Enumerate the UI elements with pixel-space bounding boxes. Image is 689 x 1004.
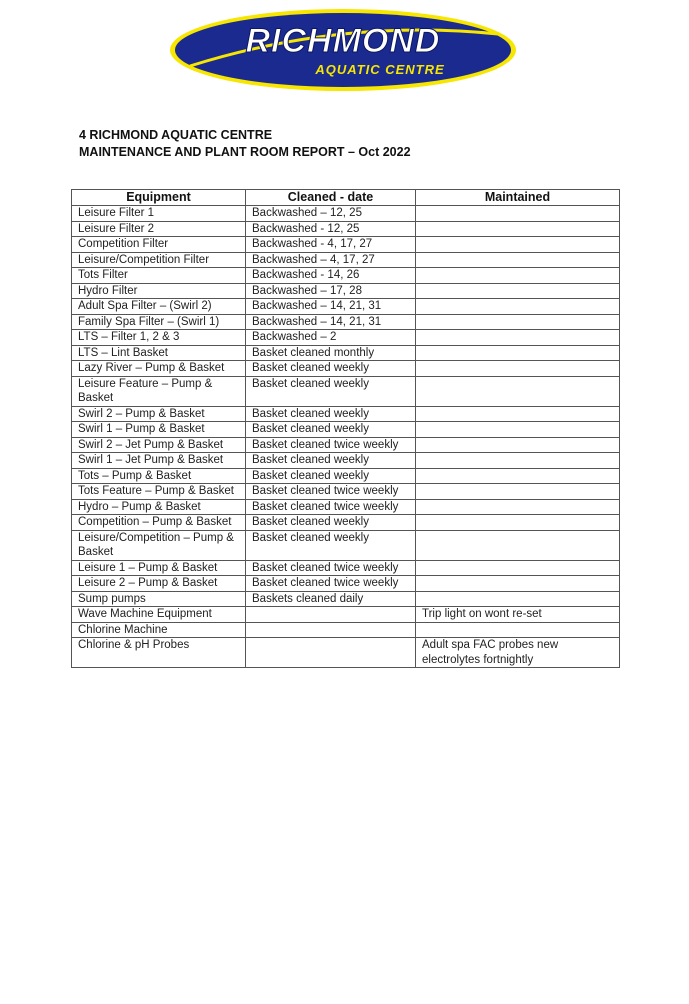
cell-maintained bbox=[416, 361, 620, 377]
cell-cleaned: Backwashed – 14, 21, 31 bbox=[246, 299, 416, 315]
logo-subtitle: AQUATIC CENTRE bbox=[315, 62, 445, 77]
cell-equipment: Leisure/Competition Filter bbox=[72, 252, 246, 268]
table-row bbox=[72, 484, 620, 500]
cell-cleaned: Backwashed – 17, 28 bbox=[246, 283, 416, 299]
cell-cleaned: Basket cleaned twice weekly bbox=[246, 437, 416, 453]
cell-maintained bbox=[416, 330, 620, 346]
table-row bbox=[72, 206, 620, 222]
cell-cleaned: Basket cleaned weekly bbox=[246, 376, 416, 406]
cell-cleaned bbox=[246, 638, 416, 668]
cell-equipment: Chlorine & pH Probes bbox=[72, 638, 246, 668]
cell-maintained: Trip light on wont re-set bbox=[416, 607, 620, 623]
cell-maintained bbox=[416, 237, 620, 253]
cell-equipment: Leisure Filter 2 bbox=[72, 221, 246, 237]
cell-maintained bbox=[416, 268, 620, 284]
table-row bbox=[72, 453, 620, 469]
cell-cleaned: Backwashed - 12, 25 bbox=[246, 221, 416, 237]
cell-cleaned: Basket cleaned twice weekly bbox=[246, 560, 416, 576]
cell-maintained bbox=[416, 591, 620, 607]
cell-equipment: Leisure Filter 1 bbox=[72, 206, 246, 222]
table-row bbox=[72, 361, 620, 377]
cell-equipment: Swirl 2 – Pump & Basket bbox=[72, 406, 246, 422]
cell-cleaned: Basket cleaned weekly bbox=[246, 406, 416, 422]
cell-cleaned: Basket cleaned monthly bbox=[246, 345, 416, 361]
table-row bbox=[72, 515, 620, 531]
cell-equipment: Chlorine Machine bbox=[72, 622, 246, 638]
cell-cleaned: Backwashed - 4, 17, 27 bbox=[246, 237, 416, 253]
cell-cleaned bbox=[246, 607, 416, 623]
table-row bbox=[72, 437, 620, 453]
cell-equipment: Leisure Feature – Pump & Basket bbox=[72, 376, 246, 406]
cell-equipment: Swirl 2 – Jet Pump & Basket bbox=[72, 437, 246, 453]
table-row bbox=[72, 406, 620, 422]
cell-cleaned: Backwashed – 14, 21, 31 bbox=[246, 314, 416, 330]
cell-maintained bbox=[416, 622, 620, 638]
cell-maintained bbox=[416, 314, 620, 330]
table-row bbox=[72, 638, 620, 668]
maintenance-table bbox=[71, 189, 620, 668]
cell-equipment: Swirl 1 – Pump & Basket bbox=[72, 422, 246, 438]
cell-equipment: Competition Filter bbox=[72, 237, 246, 253]
cell-maintained bbox=[416, 530, 620, 560]
cell-cleaned: Basket cleaned weekly bbox=[246, 453, 416, 469]
cell-cleaned: Basket cleaned weekly bbox=[246, 530, 416, 560]
cell-cleaned: Basket cleaned twice weekly bbox=[246, 484, 416, 500]
cell-equipment: LTS – Lint Basket bbox=[72, 345, 246, 361]
header-cleaned-date: Cleaned - date bbox=[246, 190, 416, 206]
cell-maintained bbox=[416, 376, 620, 406]
header-maintained: Maintained bbox=[416, 190, 620, 206]
table-row bbox=[72, 576, 620, 592]
cell-maintained bbox=[416, 283, 620, 299]
table-row bbox=[72, 345, 620, 361]
cell-cleaned: Basket cleaned weekly bbox=[246, 422, 416, 438]
cell-cleaned: Basket cleaned twice weekly bbox=[246, 499, 416, 515]
cell-equipment: Leisure/Competition – Pump & Basket bbox=[72, 530, 246, 560]
table-row bbox=[72, 530, 620, 560]
table-row bbox=[72, 252, 620, 268]
cell-equipment: Competition – Pump & Basket bbox=[72, 515, 246, 531]
cell-equipment: Tots Filter bbox=[72, 268, 246, 284]
table-row bbox=[72, 221, 620, 237]
cell-maintained bbox=[416, 252, 620, 268]
cell-equipment: Leisure 1 – Pump & Basket bbox=[72, 560, 246, 576]
cell-maintained bbox=[416, 468, 620, 484]
cell-maintained bbox=[416, 560, 620, 576]
cell-maintained bbox=[416, 422, 620, 438]
table-row bbox=[72, 268, 620, 284]
cell-equipment: Adult Spa Filter – (Swirl 2) bbox=[72, 299, 246, 315]
cell-cleaned bbox=[246, 622, 416, 638]
cell-equipment: Tots Feature – Pump & Basket bbox=[72, 484, 246, 500]
table-row bbox=[72, 499, 620, 515]
cell-equipment: Wave Machine Equipment bbox=[72, 607, 246, 623]
cell-equipment: Family Spa Filter – (Swirl 1) bbox=[72, 314, 246, 330]
cell-maintained bbox=[416, 499, 620, 515]
richmond-aquatic-centre-logo bbox=[168, 8, 518, 92]
cell-maintained: Adult spa FAC probes new electrolytes fortnightly bbox=[416, 638, 620, 668]
cell-cleaned: Basket cleaned weekly bbox=[246, 361, 416, 377]
cell-equipment: Swirl 1 – Jet Pump & Basket bbox=[72, 453, 246, 469]
cell-equipment: Lazy River – Pump & Basket bbox=[72, 361, 246, 377]
table-row bbox=[72, 422, 620, 438]
heading-line-1: 4 RICHMOND AQUATIC CENTRE bbox=[79, 128, 273, 142]
cell-cleaned: Basket cleaned twice weekly bbox=[246, 576, 416, 592]
cell-cleaned: Backwashed – 4, 17, 27 bbox=[246, 252, 416, 268]
table-row bbox=[72, 622, 620, 638]
report-heading bbox=[79, 127, 411, 161]
table-row bbox=[72, 299, 620, 315]
cell-equipment: LTS – Filter 1, 2 & 3 bbox=[72, 330, 246, 346]
cell-maintained bbox=[416, 437, 620, 453]
table-row bbox=[72, 237, 620, 253]
table-header-row bbox=[72, 190, 620, 206]
cell-maintained bbox=[416, 515, 620, 531]
table-row bbox=[72, 591, 620, 607]
table-row bbox=[72, 314, 620, 330]
cell-maintained bbox=[416, 221, 620, 237]
cell-cleaned: Backwashed - 14, 26 bbox=[246, 268, 416, 284]
header-equipment: Equipment bbox=[72, 190, 246, 206]
cell-cleaned: Basket cleaned weekly bbox=[246, 468, 416, 484]
cell-cleaned: Backwashed – 12, 25 bbox=[246, 206, 416, 222]
cell-maintained bbox=[416, 206, 620, 222]
cell-maintained bbox=[416, 299, 620, 315]
cell-equipment: Hydro – Pump & Basket bbox=[72, 499, 246, 515]
table-row bbox=[72, 283, 620, 299]
cell-equipment: Tots – Pump & Basket bbox=[72, 468, 246, 484]
cell-equipment: Hydro Filter bbox=[72, 283, 246, 299]
cell-cleaned: Basket cleaned weekly bbox=[246, 515, 416, 531]
cell-maintained bbox=[416, 406, 620, 422]
cell-maintained bbox=[416, 345, 620, 361]
logo-title: RICHMOND bbox=[245, 22, 441, 60]
cell-maintained bbox=[416, 453, 620, 469]
table-row bbox=[72, 560, 620, 576]
cell-cleaned: Backwashed – 2 bbox=[246, 330, 416, 346]
cell-maintained bbox=[416, 484, 620, 500]
heading-line-2: MAINTENANCE AND PLANT ROOM REPORT – Oct 2022 bbox=[79, 145, 411, 159]
table-row bbox=[72, 330, 620, 346]
table-row bbox=[72, 468, 620, 484]
cell-maintained bbox=[416, 576, 620, 592]
table-row bbox=[72, 376, 620, 406]
cell-equipment: Leisure 2 – Pump & Basket bbox=[72, 576, 246, 592]
cell-equipment: Sump pumps bbox=[72, 591, 246, 607]
table-row bbox=[72, 607, 620, 623]
cell-cleaned: Baskets cleaned daily bbox=[246, 591, 416, 607]
